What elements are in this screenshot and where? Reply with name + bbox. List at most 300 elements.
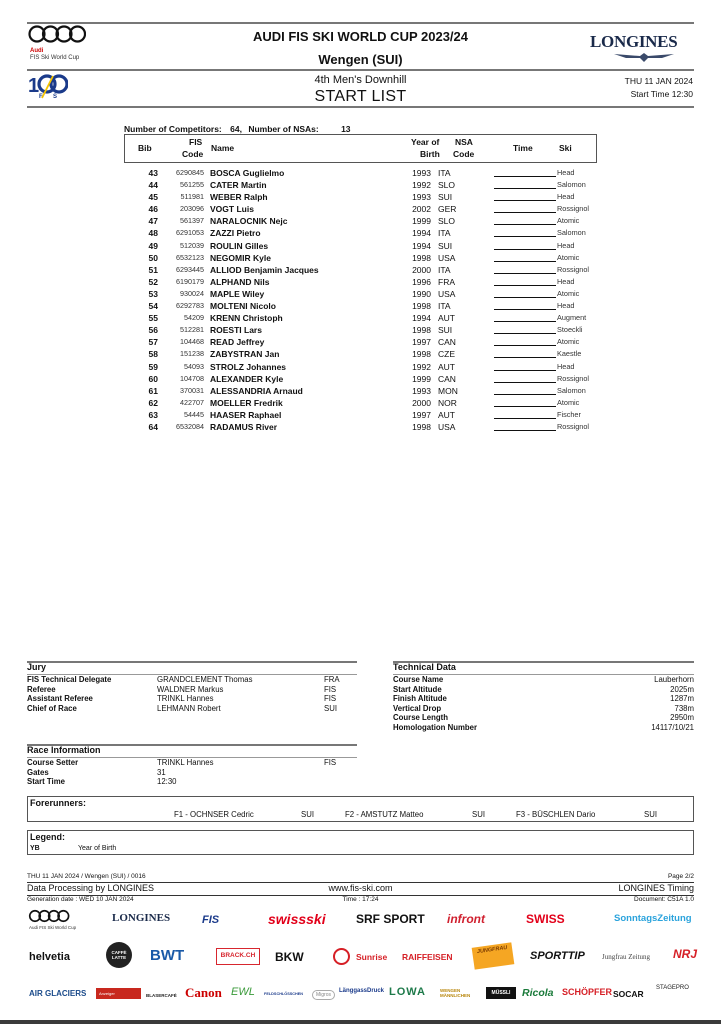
table-row — [124, 264, 604, 276]
fis-code: 54445 — [184, 409, 204, 419]
fis-code: 104708 — [180, 373, 204, 383]
document-code: Document: C51A 1.0 — [634, 896, 694, 903]
ski-brand: Head — [557, 192, 575, 202]
year-of-birth: 1993 — [412, 192, 431, 203]
time-blank-line — [494, 200, 556, 201]
bib: 58 — [148, 349, 158, 360]
forerunner: F2 - AMSTUTZ Matteo — [345, 810, 424, 819]
table-row — [124, 361, 604, 373]
nsas-count: 13 — [341, 124, 351, 134]
bib: 51 — [148, 264, 158, 275]
jury-top-rule — [27, 661, 357, 663]
sponsor-bwt: BWT — [150, 947, 185, 964]
table-row — [124, 167, 604, 179]
fis-code: 512039 — [180, 240, 204, 250]
header-top-rule — [27, 22, 694, 24]
tech-label: Vertical Drop — [393, 703, 442, 713]
bib: 48 — [148, 228, 158, 239]
athlete-name: MAPLE Wiley — [210, 288, 265, 299]
nsa-code: ITA — [438, 264, 451, 275]
sponsor-ewl: EWL — [231, 986, 255, 998]
athlete-name: HAASER Raphael — [210, 409, 282, 420]
fis-code: 6290845 — [176, 168, 204, 177]
time-blank-line — [494, 345, 556, 346]
sponsor-jungfrau: JUNGFRAU — [476, 944, 508, 956]
nsa-code: CAN — [438, 373, 456, 384]
svg-text:S: S — [53, 94, 58, 100]
bib: 64 — [148, 421, 158, 432]
sunrise-circle-icon — [333, 948, 350, 965]
year-of-birth: 1996 — [412, 276, 431, 287]
fis-website-link[interactable]: www.fis-ski.com — [328, 883, 393, 893]
time-blank-line — [494, 261, 556, 262]
year-of-birth: 2000 — [412, 397, 431, 408]
col-fis-code-line1: FIS — [189, 137, 203, 147]
sponsor-caffe-latte: CAFFÈ LATTE — [111, 950, 127, 960]
race-info-nation: FIS — [324, 758, 337, 767]
bib: 45 — [148, 192, 158, 203]
ski-brand: Atomic — [557, 337, 580, 347]
bib: 52 — [148, 276, 158, 287]
time-blank-line — [494, 394, 556, 395]
bib: 44 — [148, 180, 158, 191]
fis-code: 203096 — [180, 204, 204, 214]
fis-code: 54093 — [184, 361, 204, 371]
tech-label: Homologation Number — [393, 722, 478, 732]
sponsor-lowa: LOWA — [389, 986, 426, 998]
header-bottom-rule — [27, 106, 694, 108]
year-of-birth: 1998 — [412, 325, 431, 336]
forerunners-title: Forerunners: — [30, 798, 87, 808]
table-row — [124, 191, 604, 203]
race-info-value: 12:30 — [157, 777, 177, 786]
bib: 63 — [148, 409, 158, 420]
athlete-name: VOGT Luis — [210, 204, 254, 215]
bib: 54 — [148, 301, 158, 312]
fis-code: 6291053 — [176, 228, 204, 238]
table-row — [124, 312, 604, 324]
athlete-name: ALLIOD Benjamin Jacques — [210, 264, 319, 275]
fis-code: 6292783 — [176, 301, 204, 311]
ski-brand: Augment — [557, 313, 587, 323]
race-name: 4th Men's Downhill — [314, 74, 407, 86]
sponsor-sporttip: SPORTTIP — [530, 950, 585, 962]
longines-logo: LONGINES — [590, 32, 678, 51]
viewer-bottom-bar — [0, 1020, 721, 1024]
fis-code: 6190179 — [176, 276, 204, 286]
bib: 56 — [148, 325, 158, 336]
ski-brand: Atomic — [557, 288, 580, 298]
time-blank-line — [494, 357, 556, 358]
bib: 62 — [148, 397, 158, 408]
race-info-title: Race Information — [27, 745, 101, 755]
bib: 61 — [148, 385, 158, 396]
race-info-value: 31 — [157, 767, 166, 777]
nsas-label: Number of NSAs: — [248, 124, 319, 134]
time-blank-line — [494, 176, 556, 177]
ski-brand: Kaestle — [557, 349, 582, 359]
athlete-name: NARALOCNIK Nejc — [210, 216, 288, 227]
tech-value: 738m — [674, 703, 694, 713]
sponsor-schoepfer: SCHÖPFER — [562, 987, 613, 997]
doc-reference: THU 11 JAN 2024 / Wengen (SUI) / 0016 — [27, 873, 146, 880]
athlete-name: MOLTENI Nicolo — [210, 301, 276, 312]
nsa-code: NOR — [438, 397, 457, 408]
jury-nation: FRA — [324, 675, 340, 684]
venue-title: Wengen (SUI) — [318, 52, 403, 67]
jury-nation: FIS — [324, 694, 337, 703]
athlete-name: STROLZ Johannes — [210, 361, 287, 372]
col-bib: Bib — [138, 143, 152, 153]
athlete-name: MOELLER Fredrik — [210, 397, 283, 408]
fis-code: 511981 — [180, 192, 204, 202]
data-processing-credit: Data Processing by LONGINES — [27, 883, 155, 893]
table-row — [124, 421, 604, 433]
fis-code: 104468 — [180, 337, 204, 347]
athlete-name: KRENN Christoph — [210, 313, 283, 324]
year-of-birth: 1992 — [412, 180, 431, 191]
sponsor-migros: Migros — [312, 990, 335, 1000]
time-blank-line — [494, 333, 556, 334]
sponsor-audi: Audi FIS Ski World Cup — [29, 925, 77, 930]
sponsor-brack: BRACK.CH — [220, 952, 256, 959]
table-row — [124, 252, 604, 264]
race-info-label: Start Time — [27, 777, 65, 786]
ski-brand: Rossignol — [557, 421, 590, 431]
year-of-birth: 1997 — [412, 409, 431, 420]
ski-brand: Salomon — [557, 385, 586, 395]
document-type-title: START LIST — [314, 88, 407, 105]
sponsor-muessli: MÜSSLI — [491, 990, 511, 996]
jury-nation: FIS — [324, 684, 337, 694]
ski-brand: Atomic — [557, 397, 580, 407]
sponsor-sunrise: Sunrise — [356, 952, 388, 962]
year-of-birth: 1994 — [412, 240, 431, 251]
sponsor-feldschloesschen: FELDSCHLÖSSCHEN — [264, 992, 304, 996]
event-series-title: AUDI FIS SKI WORLD CUP 2023/24 — [252, 29, 469, 44]
svg-text:1: 1 — [28, 75, 40, 97]
ski-brand: Salomon — [557, 180, 586, 190]
bib: 55 — [148, 313, 158, 324]
time-blank-line — [494, 273, 556, 274]
nsa-code: ITA — [438, 168, 451, 178]
year-of-birth: 1992 — [412, 361, 431, 372]
nsa-code: ITA — [438, 301, 451, 312]
table-row — [124, 203, 604, 215]
nsa-code: USA — [438, 288, 456, 299]
sponsor-infront: infront — [447, 912, 485, 926]
sponsor-brack-badge — [216, 948, 260, 965]
athlete-name: ZAZZI Pietro — [210, 228, 261, 239]
athlete-name: ALESSANDRIA Arnaud — [210, 385, 303, 396]
tech-label: Start Altitude — [393, 684, 442, 694]
sponsor-raiffeisen: RAIFFEISEN — [402, 952, 453, 962]
sponsor-swissski: swissski — [268, 911, 326, 927]
jury-name: LEHMANN Robert — [157, 703, 221, 713]
fis-code: 370031 — [180, 385, 204, 395]
tech-value: 14117/10/21 — [651, 722, 694, 732]
athlete-name: ZABYSTRAN Jan — [210, 349, 280, 360]
year-of-birth: 1994 — [412, 313, 431, 324]
sponsor-helvetia: helvetia — [29, 951, 70, 963]
sponsor-sonntagszeitung: SonntagsZeitung — [614, 913, 692, 924]
table-row — [124, 300, 604, 312]
sponsor-wengen-maennlichen: WENGEN MÄNNLICHEN — [440, 988, 471, 998]
sponsor-canon: Canon — [185, 985, 222, 1000]
sponsor-bkw: BKW — [275, 950, 304, 964]
fis-code: 512281 — [180, 325, 204, 335]
ski-brand: Head — [557, 301, 575, 311]
fis-code: 6532123 — [176, 252, 204, 262]
col-name: Name — [211, 143, 235, 153]
svg-text:F: F — [39, 94, 43, 100]
race-info-label: Gates — [27, 767, 49, 777]
nsa-code: SLO — [438, 216, 456, 227]
ski-brand: Stoeckli — [557, 325, 583, 335]
tech-value: 2950m — [670, 713, 694, 722]
athlete-name: CATER Martin — [210, 180, 267, 191]
year-of-birth: 1997 — [412, 337, 431, 348]
legend-abbr: YB — [30, 845, 40, 852]
time-blank-line — [494, 297, 556, 298]
sponsor-nrj: NRJ — [673, 947, 698, 961]
fis-code: 151238 — [180, 349, 204, 359]
time-blank-line — [494, 249, 556, 250]
time-blank-line — [494, 236, 556, 237]
year-of-birth: 1999 — [412, 216, 431, 227]
forerunners-box — [27, 796, 694, 822]
time-blank-line — [494, 285, 556, 286]
jury-title: Jury — [27, 662, 47, 672]
fis-code: 6293445 — [176, 264, 204, 274]
year-of-birth: 2000 — [412, 264, 431, 275]
header-mid-rule — [27, 69, 694, 71]
start-list-header — [124, 134, 597, 163]
jury-name: GRANDCLEMENT Thomas — [157, 675, 253, 684]
time-blank-line — [494, 212, 556, 213]
jury-name: TRINKL Hannes — [157, 694, 214, 703]
forerunner-nation: SUI — [644, 810, 657, 819]
ski-brand: Rossignol — [557, 264, 590, 274]
nsa-code: CZE — [438, 349, 455, 360]
table-row — [124, 397, 604, 409]
col-time: Time — [513, 143, 533, 153]
table-row — [124, 240, 604, 252]
nsa-code: AUT — [438, 361, 455, 372]
sponsor-socar: SOCAR — [613, 989, 644, 999]
race-date: THU 11 JAN 2024 — [624, 76, 693, 86]
year-of-birth: 1990 — [412, 288, 431, 299]
timing-credit: LONGINES Timing — [618, 883, 694, 893]
athlete-name: NEGOMIR Kyle — [210, 252, 271, 263]
sponsor-anzeiger-badge — [96, 988, 141, 999]
audi-subtitle: FIS Ski World Cup — [30, 55, 80, 61]
nsa-code: USA — [438, 421, 456, 432]
bib: 47 — [148, 216, 158, 227]
competitor-summary — [124, 124, 351, 134]
table-row — [124, 215, 604, 227]
nsa-code: GER — [438, 204, 457, 215]
nsa-code: CAN — [438, 337, 456, 348]
bib: 59 — [148, 361, 158, 372]
time-blank-line — [494, 188, 556, 189]
ski-brand: Head — [557, 276, 575, 286]
jury-role: Assistant Referee — [27, 694, 93, 703]
ski-brand: Fischer — [557, 409, 581, 419]
athlete-name: WEBER Ralph — [210, 192, 268, 203]
bib: 50 — [148, 252, 158, 263]
table-row — [124, 348, 604, 360]
year-of-birth: 1994 — [412, 228, 431, 239]
fis-code: 422707 — [180, 397, 204, 407]
sponsor-ricola: Ricola — [522, 987, 554, 999]
nsa-code: USA — [438, 252, 456, 263]
jury-name: WALDNER Markus — [157, 684, 224, 694]
bib: 60 — [148, 373, 158, 384]
nsa-code: SLO — [438, 180, 456, 191]
time-blank-line — [494, 418, 556, 419]
time-blank-line — [494, 370, 556, 371]
col-fis-code-line2: Code — [182, 149, 204, 159]
table-row — [124, 385, 604, 397]
jury-role: Chief of Race — [27, 703, 77, 713]
nsa-code: AUT — [438, 409, 455, 420]
tech-value: Lauberhorn — [654, 675, 694, 684]
year-of-birth: 1993 — [412, 168, 431, 178]
bib: 53 — [148, 288, 158, 299]
bib: 57 — [148, 337, 158, 348]
jury-role: FIS Technical Delegate — [27, 675, 112, 684]
sponsor-caffe-latte-badge — [106, 942, 132, 968]
sponsor-blasercafe: BLASERCAFÉ — [146, 993, 177, 998]
athlete-name: ALPHAND Nils — [210, 276, 270, 287]
fis-code: 561397 — [180, 216, 204, 226]
time-blank-line — [494, 309, 556, 310]
forerunner: F1 - OCHNSER Cedric — [174, 810, 254, 819]
time-blank-line — [494, 321, 556, 322]
fis-code: 930024 — [180, 288, 204, 298]
tech-label: Finish Altitude — [393, 694, 447, 703]
sponsor-swiss: SWISS — [526, 912, 565, 926]
sponsor-jungfrau-zeitung: Jungfrau Zeitung — [602, 953, 651, 961]
sponsor-anzeiger: Anzeiger — [99, 991, 115, 996]
ski-brand: Head — [557, 361, 575, 371]
legend-meaning: Year of Birth — [78, 845, 117, 852]
nsa-code: SUI — [438, 325, 453, 336]
ski-brand: Atomic — [557, 216, 580, 226]
time-blank-line — [494, 224, 556, 225]
table-row — [124, 288, 604, 300]
sponsor-laenggassdruck: LänggassDruck — [339, 988, 385, 994]
generation-date: Generation date : WED 10 JAN 2024 — [27, 896, 134, 903]
col-yob-line1: Year of — [411, 137, 440, 147]
forerunner-nation: SUI — [301, 810, 314, 819]
generation-time: Time : 17:24 — [342, 896, 379, 903]
year-of-birth: 1998 — [412, 421, 431, 432]
tech-value: 2025m — [670, 684, 694, 694]
ski-brand: Atomic — [557, 252, 580, 262]
athlete-name: ROULIN Gilles — [210, 240, 269, 251]
fis-code: 561255 — [180, 180, 204, 190]
time-blank-line — [494, 430, 556, 431]
forerunner: F3 - BÜSCHLEN Dario — [516, 810, 596, 819]
ski-brand: Rossignol — [557, 204, 590, 214]
table-row — [124, 179, 604, 191]
nsa-code: MON — [438, 385, 458, 396]
table-row — [124, 324, 604, 336]
table-row — [124, 336, 604, 348]
start-list-rows — [124, 167, 604, 433]
sponsor-fis: FIS — [202, 914, 220, 926]
table-row — [124, 227, 604, 239]
year-of-birth: 1993 — [412, 385, 431, 396]
sponsor-muessli-badge — [486, 987, 516, 999]
col-ski: Ski — [559, 143, 572, 153]
forerunner-nation: SUI — [472, 810, 485, 819]
sponsor-jungfrau-badge — [472, 942, 515, 969]
col-nsa-line2: Code — [453, 149, 475, 159]
audi-brand-text: Audi — [30, 48, 44, 54]
sponsor-srf-sport: SRF SPORT — [356, 912, 425, 926]
nsa-code: FRA — [438, 276, 455, 287]
fis-code: 54209 — [184, 313, 204, 323]
race-start-time: Start Time 12:30 — [630, 89, 693, 99]
table-row — [124, 373, 604, 385]
col-yob-line2: Birth — [420, 149, 440, 159]
time-blank-line — [494, 406, 556, 407]
ski-brand: Head — [557, 240, 575, 250]
year-of-birth: 1999 — [412, 373, 431, 384]
race-info-value: TRINKL Hannes — [157, 758, 214, 767]
tech-label: Course Length — [393, 713, 449, 722]
year-of-birth: 1998 — [412, 349, 431, 360]
tech-value: 1287m — [670, 694, 694, 703]
longines-wings-icon — [612, 51, 676, 63]
athlete-name: READ Jeffrey — [210, 337, 265, 348]
bib: 46 — [148, 204, 158, 215]
bib: 43 — [148, 168, 158, 178]
technical-data-title: Technical Data — [393, 662, 456, 672]
time-blank-line — [494, 382, 556, 383]
table-row — [124, 276, 604, 288]
ski-brand: Rossignol — [557, 373, 590, 383]
year-of-birth: 2002 — [412, 204, 431, 215]
sponsor-longines: LONGINES — [112, 912, 171, 924]
year-of-birth: 1998 — [412, 252, 431, 263]
ski-brand: Salomon — [557, 228, 586, 238]
ski-brand: Head — [557, 168, 575, 177]
legend-box — [27, 830, 694, 855]
nsa-code: SUI — [438, 192, 453, 203]
page-number: Page 2/2 — [667, 873, 694, 880]
athlete-name: ROESTI Lars — [210, 325, 262, 336]
athlete-name: ALEXANDER Kyle — [210, 373, 284, 384]
year-of-birth: 1998 — [412, 301, 431, 312]
competitors-label: Number of Competitors: — [124, 124, 222, 134]
legend-title: Legend: — [30, 832, 65, 842]
tech-label: Course Name — [393, 675, 444, 684]
competitors-count: 64, — [230, 124, 242, 134]
col-nsa-line1: NSA — [455, 137, 473, 147]
nsa-code: SUI — [438, 240, 453, 251]
audi-rings-sponsor-icon — [28, 909, 70, 923]
jury-role: Referee — [27, 684, 56, 694]
bib: 49 — [148, 240, 158, 251]
fis-code: 6532084 — [176, 421, 204, 431]
athlete-name: RADAMUS River — [210, 421, 278, 432]
race-info-label: Course Setter — [27, 758, 79, 767]
sponsor-air-glaciers: AIR GLACIERS — [29, 989, 87, 998]
